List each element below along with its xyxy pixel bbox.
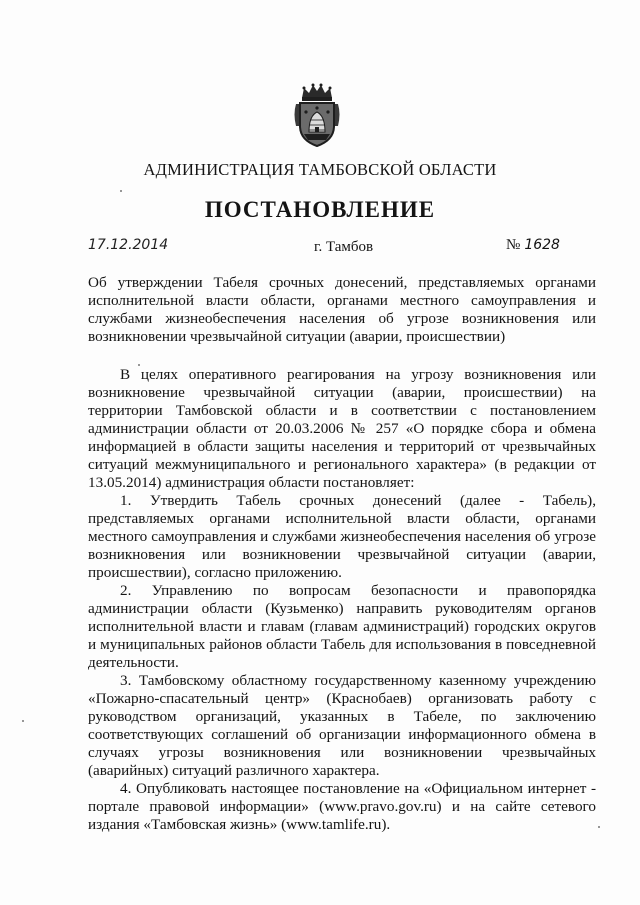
- preamble-paragraph: В целях оперативного реагирования на угрозу возникновения или возникновение чрезвычайной ситуации (аварии, происшествии) на территории Тамбовской области и в соответствии с постановлением администрации области от 20.03.2006 № 257 «О порядке сбора и обмена информацией в области защиты населения и территорий от чрезвычайных ситуаций межмуниципального и регионального характера» (в редакции от 13.05.2014) администрация области постановляет:: [88, 366, 596, 491]
- document-number: [506, 237, 560, 254]
- document-body: [88, 366, 596, 834]
- scan-speck: [138, 364, 140, 366]
- city-label: г. Тамбов: [314, 239, 374, 255]
- number-sign: №: [506, 237, 521, 253]
- item-paragraph-3: 3. Тамбовскому областному государственному казенному учреждению «Пожарно-спасательный центр» (Краснобаев) организовать работу с руководством организаций, указанных в Табеле, по заключению соответствующих соглашений об организации информационного обмена в случаях угрозы возникновения или возникновении чрезвычайных (аварийных) ситуаций различного характера.: [88, 672, 596, 779]
- handwritten-number: 1628: [524, 237, 560, 253]
- document-subject: Об утверждении Табеля срочных донесений, представляемых органами исполнительной власти области, органами местного самоуправления и службами жизнеобеспечения населения об угрозе возникновения или возникновении чрезвычайной ситуации (аварии, происшествии): [88, 274, 596, 345]
- scan-speck: [22, 720, 24, 722]
- organization-title: АДМИНИСТРАЦИЯ ТАМБОВСКОЙ ОБЛАСТИ: [143, 160, 497, 179]
- scan-speck: [598, 826, 600, 828]
- item-paragraph-1: 1. Утвердить Табель срочных донесений (далее - Табель), представляемых органами исполнительной власти области, органами местного самоуправления и службами жизнеобеспечения населения об угрозе возникновения или возникновении чрезвычайной ситуации (аварии, происшествии), согласно приложению.: [88, 492, 596, 581]
- scan-speck: [120, 190, 122, 192]
- item-paragraph-2: 2. Управлению по вопросам безопасности и правопорядка администрации области (Кузьменко) направить руководителям органов исполнительной власти и главам (главам администраций) городских округов и муниципальных районов области Табель для использования в повседневной деятельности.: [88, 582, 596, 671]
- document-meta-row: [88, 237, 588, 261]
- item-paragraph-4: 4. Опубликовать настоящее постановление на «Официальном интернет - портале правовой информации» (www.pravo.gov.ru) и на сайте сетевого издания «Тамбовская жизнь» (www.tamlife.ru).: [88, 780, 596, 833]
- handwritten-date: 17.12.2014: [88, 237, 169, 253]
- coat-of-arms-icon: [292, 82, 342, 148]
- document-type-title: ПОСТАНОВЛЕНИЕ: [204, 197, 436, 222]
